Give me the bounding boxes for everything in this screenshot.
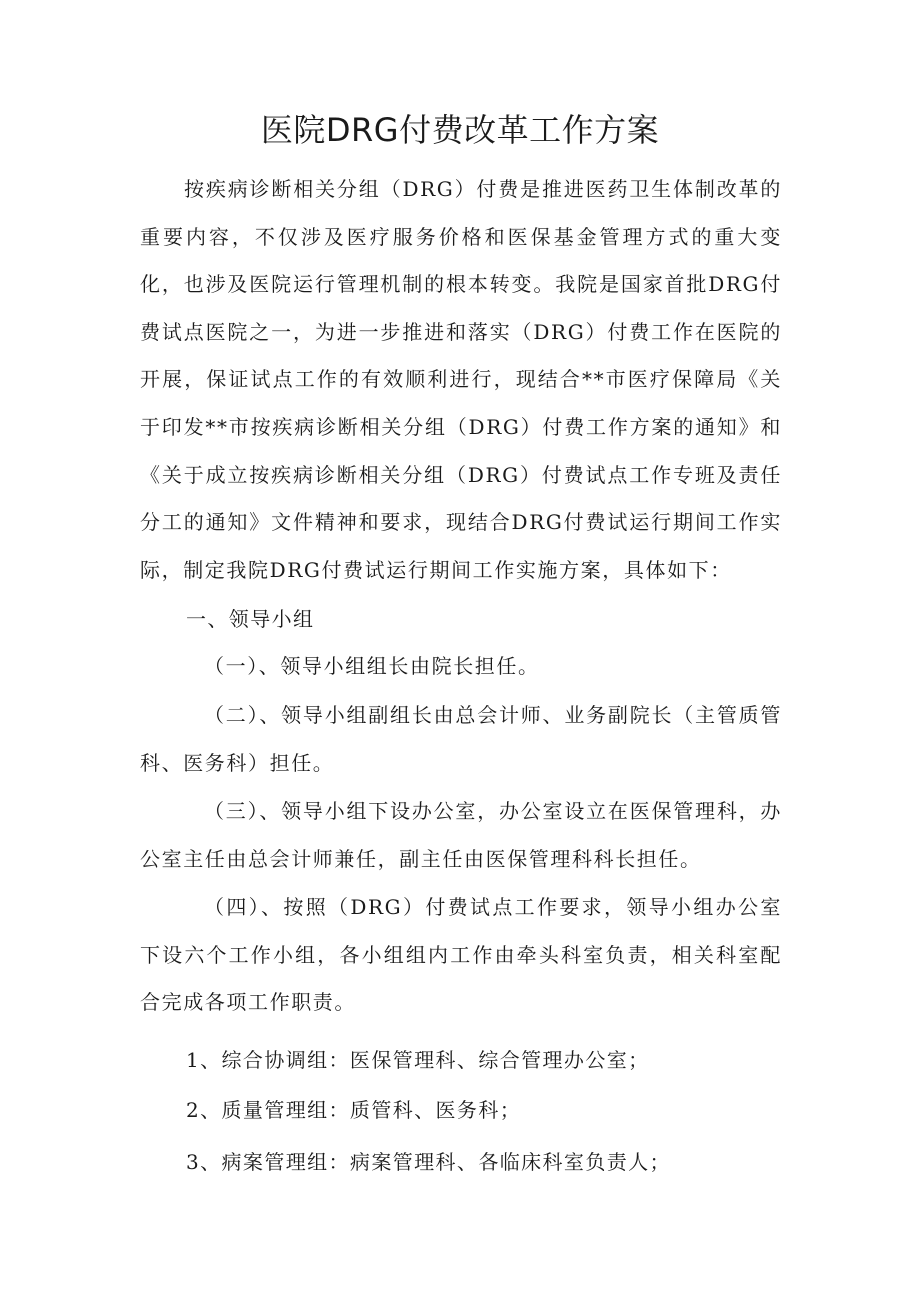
- item-paragraph-3: （三）、领导小组下设办公室，办公室设立在医保管理科，办公室主任由总会计师兼任，副主任由医保管理科科长担任。: [140, 799, 782, 871]
- group-line-3: 3、病案管理组：病案管理科、各临床科室负责人；: [186, 1150, 671, 1174]
- group-line-2: 2、质量管理组：质管科、医务科；: [186, 1098, 522, 1122]
- item-paragraph-4: （四）、按照（DRG）付费试点工作要求，领导小组办公室下设六个工作小组，各小组组内工作由牵头科室负责，相关科室配合完成各项工作职责。: [140, 895, 782, 1015]
- item-paragraph-1: （一）、领导小组组长由院长担任。: [204, 654, 540, 678]
- item-paragraph-2: （二）、领导小组副组长由总会计师、业务副院长（主管质管科、医务科）担任。: [140, 703, 782, 775]
- document-title: 医院DRG付费改革工作方案: [260, 111, 660, 149]
- group-line-1: 1、综合协调组：医保管理科、综合管理办公室；: [186, 1048, 650, 1072]
- section-heading-leadership: 一、领导小组: [186, 607, 315, 631]
- intro-paragraph: 按疾病诊断相关分组（DRG）付费是推进医药卫生体制改革的重要内容，不仅涉及医疗服务价格和医保基金管理方式的重大变化，也涉及医院运行管理机制的根本转变。我院是国家首批DRG付费试点医院之一，为进一步推进和落实（DRG）付费工作在医院的开展，保证试点工作的有效顺利进行，现结合**市医疗保障局《关于印发**市按疾病诊断相关分组（DRG）付费工作方案的通知》和《关于成立按疾病诊断相关分组（DRG）付费试点工作专班及责任分工的通知》文件精神和要求，现结合DRG付费试运行期间工作实际，制定我院DRG付费试运行期间工作实施方案，具体如下：: [140, 177, 782, 582]
